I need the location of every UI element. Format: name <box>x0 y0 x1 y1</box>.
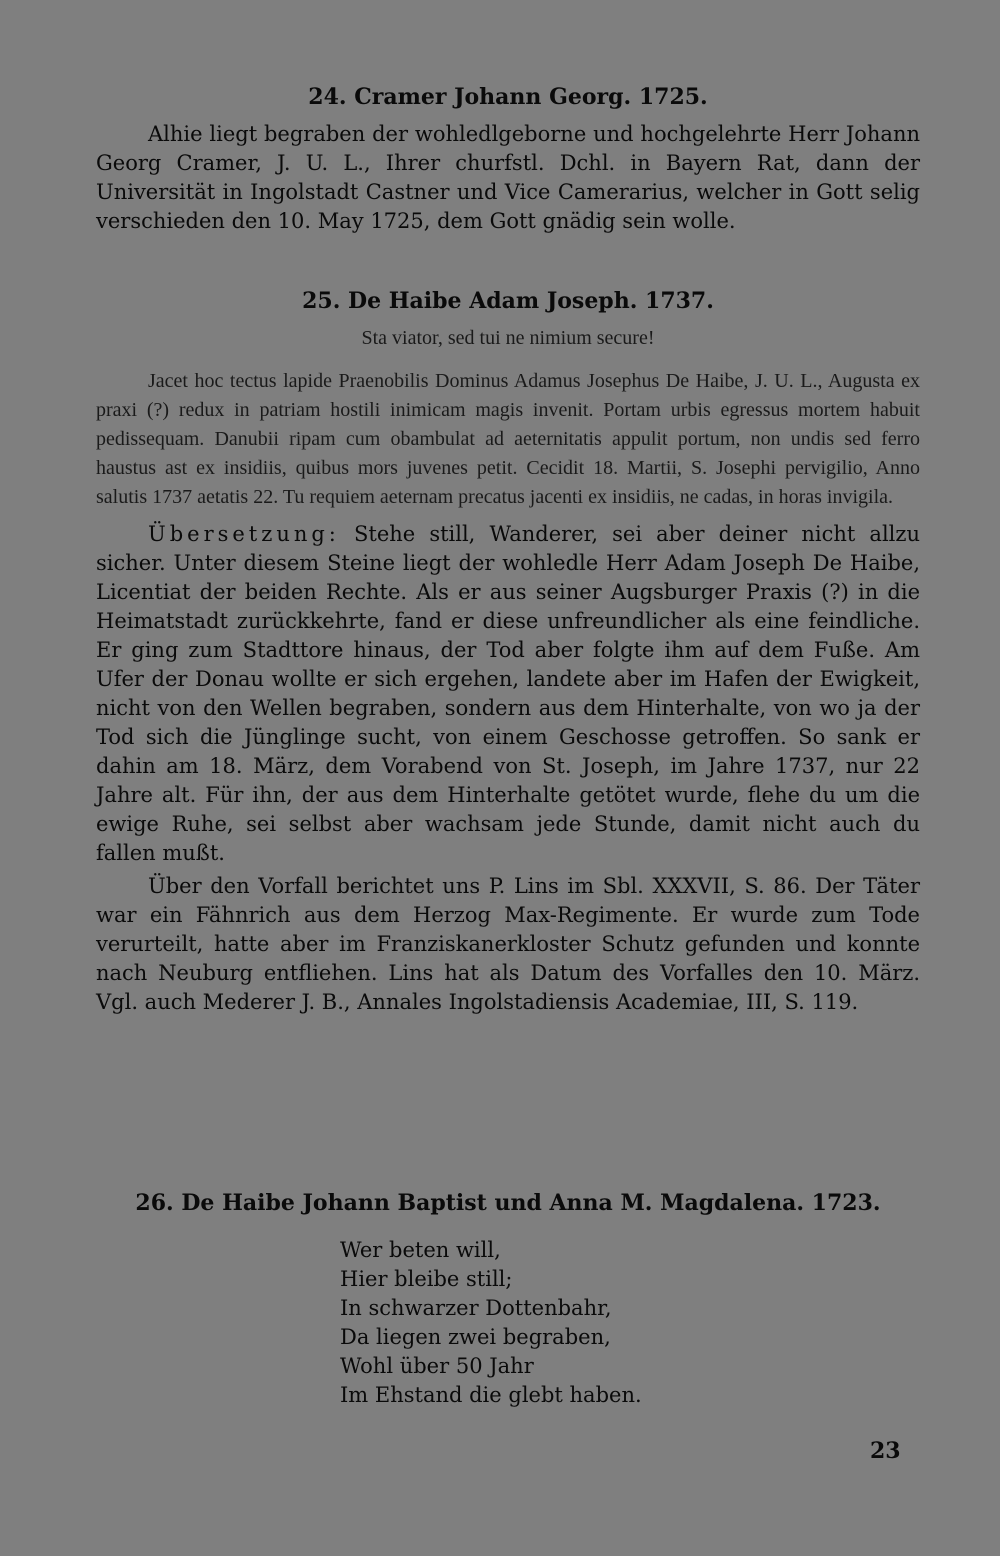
verse-line: In schwarzer Dottenbahr, <box>340 1296 612 1320</box>
inscription-text: Alhie liegt begraben der wohledlgeborne und hochgelehrte Herr Johann Georg Cramer, J. U. L., Ihrer churfstl. Dchl. in Bayern Rat, dann der Universität in Ingolstadt Castner und Vice Camerarius, welcher in Gott selig verschieden den 10. May 1725, dem Gott gnädig sein wolle. <box>96 122 920 233</box>
entry-25 <box>96 288 920 1017</box>
verse <box>340 1236 642 1410</box>
translation-text: Stehe still, Wanderer, sei aber deiner nicht allzu sicher. Unter diesem Steine liegt der wohledle Herr Adam Joseph De Haibe, Licentiat der beiden Rechte. Als er aus seiner Augsburger Praxis (?) in die Heimatstadt zurückkehrte, fand er diese unfreundlicher als eine feindliche. Er ging zum Stadttore hinaus, der Tod aber folgte ihm auf dem Fuße. Am Ufer der Donau wollte er sich ergehen, landete aber im Hafen der Ewigkeit, nicht von den Wellen begraben, sondern aus dem Hinterhalte, von wo ja der Tod sich die Jünglinge sucht, von einem Geschosse getroffen. So sank er dahin am 18. März, dem Vorabend von St. Joseph, im Jahre 1737, nur 22 Jahre alt. Für ihn, der aus dem Hinterhalte getötet wurde, flehe du um die ewige Ruhe, sei selbst aber wachsam jede Stunde, damit nicht auch du fallen mußt. <box>96 522 920 865</box>
translation-label: Übersetzung: <box>148 522 340 546</box>
entry-26 <box>96 1190 920 1226</box>
latin-inscription: Jacet hoc tectus lapide Praenobilis Dominus Adamus Josephus De Haibe, J. U. L., Augusta ex praxi (?) redux in patriam hostili inimicam magis invenit. Portam urbis egressus mortem habuit pedissequam. Danubii ripam cum obambulat ad aeternitatis appulit portum, non undis sed ferro haustus ast ex insidiis, quibus mors juvenes petit. Cecidit 18. Martii, S. Josephi pervigilio, Anno salutis 1737 aetatis 22. Tu requiem aeternam precatus jacenti ex insidiis, ne cadas, in horas invigila. <box>96 370 920 508</box>
entry-heading: 24. Cramer Johann Georg. 1725. <box>308 84 708 110</box>
verse-line: Wohl über 50 Jahr <box>340 1354 534 1378</box>
translation-paragraph <box>96 520 920 868</box>
entry-24 <box>96 84 920 236</box>
historical-note: Über den Vorfall berichtet uns P. Lins im Sbl. XXXVII, S. 86. Der Täter war ein Fähnrich aus dem Herzog Max-Regimente. Er wurde zum Tode verurteilt, hatte aber im Franziskanerkloster Schutz gefunden und konnte nach Neuburg entfliehen. Lins hat als Datum des Vorfalles den 10. März. Vgl. auch Mederer J. B., Annales Ingolstadiensis Academiae, III, S. 119. <box>96 874 920 1014</box>
verse-line: Hier bleibe still; <box>340 1267 513 1291</box>
page-number: 23 <box>870 1438 901 1464</box>
entry-heading: 25. De Haibe Adam Joseph. 1737. <box>302 288 714 314</box>
entry-heading: 26. De Haibe Johann Baptist und Anna M. Magdalena. 1723. <box>135 1190 881 1216</box>
verse-line: Da liegen zwei begraben, <box>340 1325 611 1349</box>
latin-motto: Sta viator, sed tui ne nimium secure! <box>361 327 655 349</box>
verse-line: Wer beten will, <box>340 1238 501 1262</box>
verse-line: Im Ehstand die glebt haben. <box>340 1383 642 1407</box>
